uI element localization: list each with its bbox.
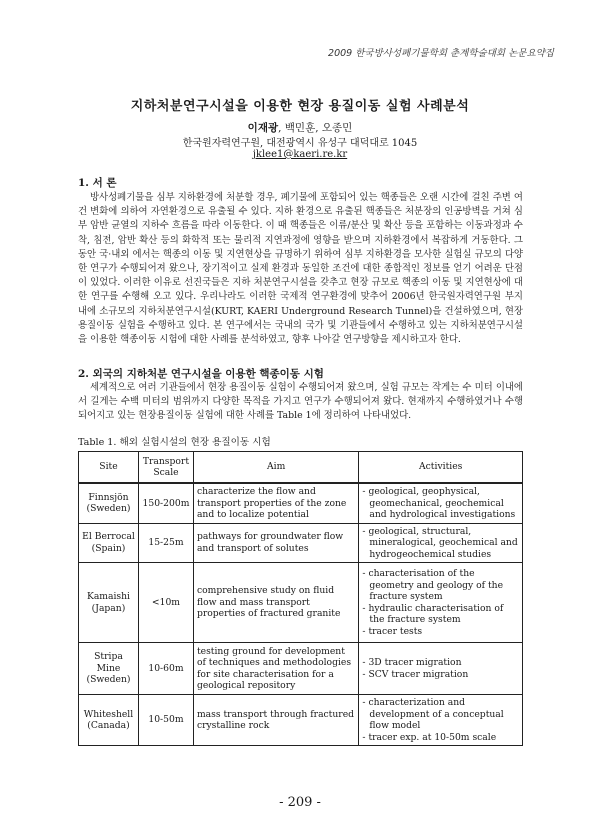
header-site: Site xyxy=(79,452,139,484)
activity-item: - tracer exp. at 10-50m scale xyxy=(362,732,519,744)
cell-activities xyxy=(359,483,523,523)
activity-item: - tracer tests xyxy=(362,626,519,638)
paper-title: 지하처분연구시설을 이용한 현장 용질이동 실험 사례분석 xyxy=(130,99,470,114)
section-1-body: 방사성폐기물을 심부 지하환경에 처분할 경우, 폐기물에 포함되어 있는 핵종들은 오랜 시간에 걸친 주변 여건 변화에 의하여 자연환경으로 유출될 수 있다. 지하 환경으로 유출된 핵종들은 처분장의 인공방벽을 거쳐 심부 암반 균열의 지하수 흐름을 따라 이동한다. 이 때 핵종들은 이류/분산 및 확산 등을 포함하는 이동과정과 수착, 침전, 암반 확산 등의 화학적 또는 물리적 지연과정에 영향을 받으며 지하환경에서 복잡하게 거동한다. 그동안 국·내외 에서는 핵종의 이동 및 지연현상을 규명하기 위하여 심부 지하환경을 모사한 실험실 규모의 다양한 연구가 수행되어져 왔으나, 장기적이고 실제 환경과 동일한 조건에 대한 종합적인 정보를 얻기 어려운 단점이 있었다. 이러한 이유로 선진국들은 지하 처분연구시설을 갖추고 현장 규모로 핵종의 이동 및 지연현상에 대한 연구를 수행해 오고 있다. 우리나라도 이러한 국제적 연구환경에 맞추어 2006년 한국원자력연구원 부지 내에 소규모의 지하처분연구시설(KURT, KAERI Underground Research Tunnel)을 건설하였으며, 현장 용질이동 실험을 수행하고 있다. 본 연구에서는 국내의 국가 및 기관들에서 수행하고 있는 지하처분연구시설을 이용한 핵종이동 시험에 대한 사례를 분석하였고, 향후 나아갈 연구방향을 제시하고자 한다. xyxy=(78,192,523,346)
cell-aim: characterize the flow and transport properties of the zone and to localize potential xyxy=(193,483,358,523)
cell-site: Whiteshell (Canada) xyxy=(79,695,139,746)
activity-item: - geological, structural, mineralogical, geochemical and hydrogeochemical studies xyxy=(362,526,519,561)
activity-item: - geological, geophysical, geomechanical, geochemical and hydrological investigations xyxy=(362,486,519,521)
header-scale: Transport Scale xyxy=(138,452,193,484)
section-2-body: 세계적으로 여러 기관들에서 현장 용질이동 실험이 수행되어져 왔으며, 실험 규모는 작게는 수 미터 이내에서 길게는 수백 미터의 범위까지 다양한 목적을 가지고 연구가 수행되어져 왔다. 현재까지 수행하였거나 수행되어지고 있는 현장용질이동 실험에 대한 사례를 Table 1에 정리하여 나타내었다. xyxy=(78,382,523,422)
cell-aim: pathways for groundwater flow and transport of solutes xyxy=(193,523,358,563)
activity-item: - hydraulic characterisation of the fracture system xyxy=(362,603,519,626)
table-caption: Table 1. 해외 실험시설의 현장 용질이동 시험 xyxy=(78,437,271,448)
cell-aim: mass transport through fractured crystalline rock xyxy=(193,695,358,746)
author-line xyxy=(0,120,600,135)
cell-activities xyxy=(359,563,523,643)
cell-aim: comprehensive study on fluid flow and mass transport properties of fractured granite xyxy=(193,563,358,643)
cell-scale: 150-200m xyxy=(138,483,193,523)
table-header-row xyxy=(79,452,523,484)
cell-scale: 15-25m xyxy=(138,523,193,563)
affiliation: 한국원자력연구원, 대전광역시 유성구 대덕대로 1045 xyxy=(182,138,418,149)
activity-item: - characterisation of the geometry and geology of the fracture system xyxy=(362,568,519,603)
cell-site: Stripa Mine (Sweden) xyxy=(79,643,139,695)
running-header: 2009 한국방사성폐기물학회 춘계학술대회 논문요약집 xyxy=(328,48,554,59)
field-test-table xyxy=(78,451,523,746)
activity-item: - SCV tracer migration xyxy=(362,669,519,681)
section-2-heading: 2. 외국의 지하처분 연구시설을 이용한 핵종이동 시험 xyxy=(78,368,324,380)
cell-scale: <10m xyxy=(138,563,193,643)
cell-scale: 10-60m xyxy=(138,643,193,695)
table-row xyxy=(79,483,523,523)
header-activities: Activities xyxy=(359,452,523,484)
header-aim: Aim xyxy=(193,452,358,484)
cell-activities xyxy=(359,523,523,563)
table-row xyxy=(79,523,523,563)
activity-item: - characterization and development of a conceptual flow model xyxy=(362,697,519,732)
co-authors: , 백민훈, 오종민 xyxy=(278,122,353,134)
table-row xyxy=(79,695,523,746)
cell-site: El Berrocal (Spain) xyxy=(79,523,139,563)
table-row xyxy=(79,563,523,643)
activity-item: - 3D tracer migration xyxy=(362,657,519,669)
author-email[interactable]: jklee1@kaeri.re.kr xyxy=(252,149,348,160)
cell-activities xyxy=(359,695,523,746)
cell-scale: 10-50m xyxy=(138,695,193,746)
cell-site: Kamaishi (Japan) xyxy=(79,563,139,643)
page-number: - 209 - xyxy=(279,795,321,810)
cell-activities xyxy=(359,643,523,695)
cell-aim: testing ground for development of techniques and methodologies for site characterisation for a geological repository xyxy=(193,643,358,695)
section-1-heading: 1. 서 론 xyxy=(78,177,117,189)
lead-author: 이재광 xyxy=(247,122,279,134)
table-row xyxy=(79,643,523,695)
cell-site: Finnsjön (Sweden) xyxy=(79,483,139,523)
